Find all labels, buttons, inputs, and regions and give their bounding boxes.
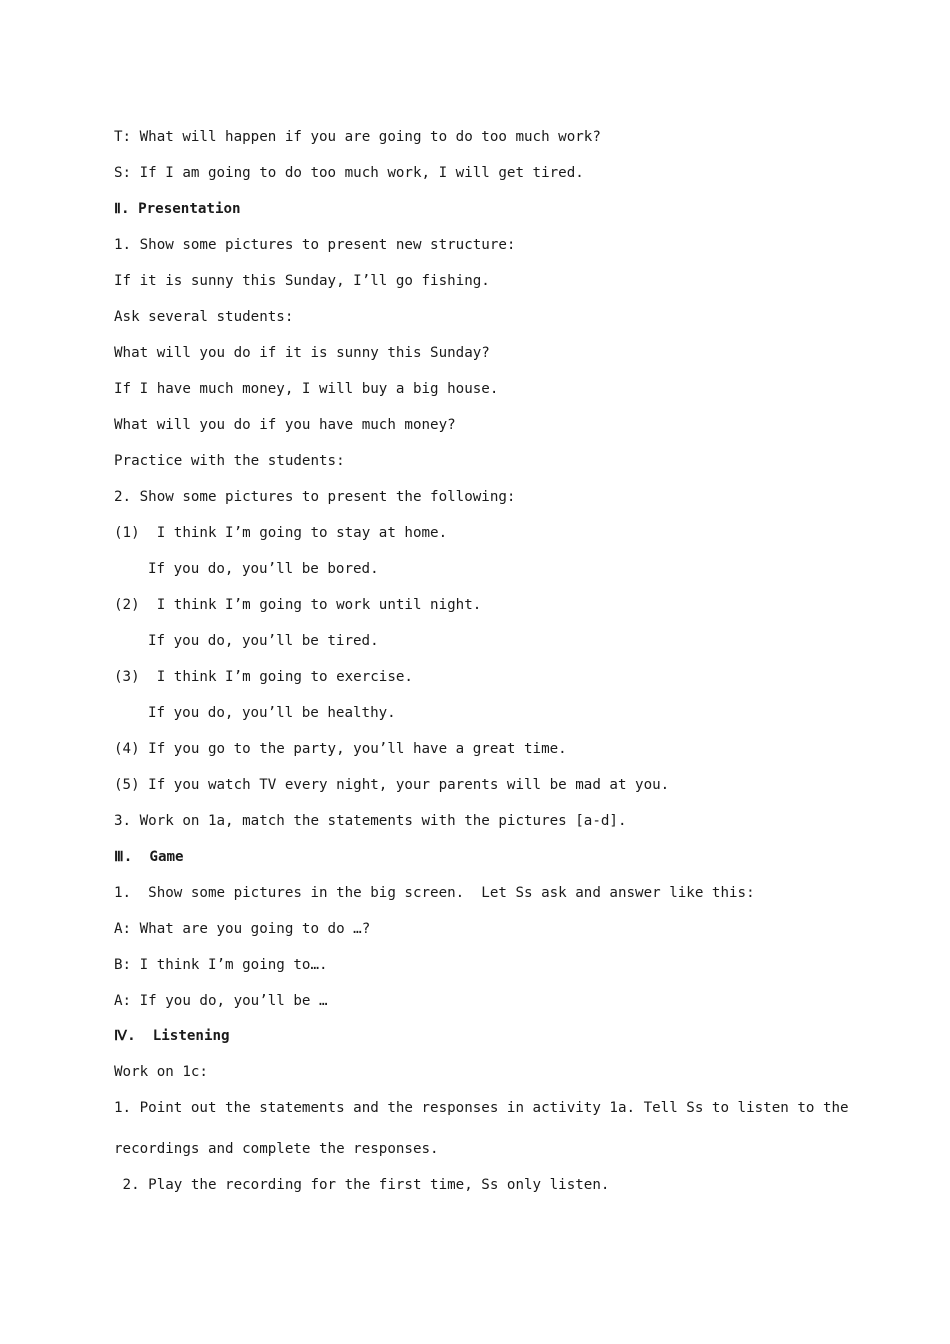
- question-line: What will you do if you have much money?: [114, 417, 456, 433]
- listening-step-1: 1. Point out the statements and the responses in activity 1a. Tell Ss to listen to the: [114, 1100, 849, 1116]
- listening-step-1-continued: recordings and complete the responses.: [114, 1141, 439, 1157]
- dialogue-line-student: S: If I am going to do too much work, I will get tired.: [114, 165, 584, 181]
- example-sentence: If I have much money, I will buy a big house.: [114, 381, 499, 397]
- step-1-text: 1. Show some pictures to present new structure:: [114, 237, 516, 253]
- list-item-1: (1) I think I’m going to stay at home.: [114, 525, 448, 541]
- dialogue-line-teacher: T: What will happen if you are going to do too much work?: [114, 129, 601, 145]
- dialogue-line-b: B: I think I’m going to….: [114, 957, 328, 973]
- list-item-4: (4) If you go to the party, you’ll have a great time.: [114, 741, 567, 757]
- list-item-3: (3) I think I’m going to exercise.: [114, 669, 413, 685]
- section-heading-listening: Ⅳ. Listening: [114, 1028, 230, 1044]
- instruction-line: Ask several students:: [114, 309, 294, 325]
- list-item-1-response: If you do, you’ll be bored.: [148, 561, 379, 577]
- section-heading-game: Ⅲ. Game: [114, 849, 184, 865]
- step-3-text: 3. Work on 1a, match the statements with the pictures [a-d].: [114, 813, 627, 829]
- list-item-3-response: If you do, you’ll be healthy.: [148, 705, 396, 721]
- dialogue-line-a: A: What are you going to do …?: [114, 921, 371, 937]
- instruction-line: Practice with the students:: [114, 453, 345, 469]
- list-item-2-response: If you do, you’ll be tired.: [148, 633, 379, 649]
- example-sentence: If it is sunny this Sunday, I’ll go fishing.: [114, 273, 490, 289]
- game-step-1: 1. Show some pictures in the big screen. Let Ss ask and answer like this:: [114, 885, 755, 901]
- question-line: What will you do if it is sunny this Sunday?: [114, 345, 490, 361]
- step-2-text: 2. Show some pictures to present the following:: [114, 489, 516, 505]
- section-heading-presentation: Ⅱ. Presentation: [114, 201, 241, 217]
- listening-intro: Work on 1c:: [114, 1064, 208, 1080]
- listening-step-2: 2. Play the recording for the first time, Ss only listen.: [114, 1177, 610, 1193]
- dialogue-line-a: A: If you do, you’ll be …: [114, 993, 328, 1009]
- list-item-5: (5) If you watch TV every night, your parents will be mad at you.: [114, 777, 670, 793]
- list-item-2: (2) I think I’m going to work until night.: [114, 597, 482, 613]
